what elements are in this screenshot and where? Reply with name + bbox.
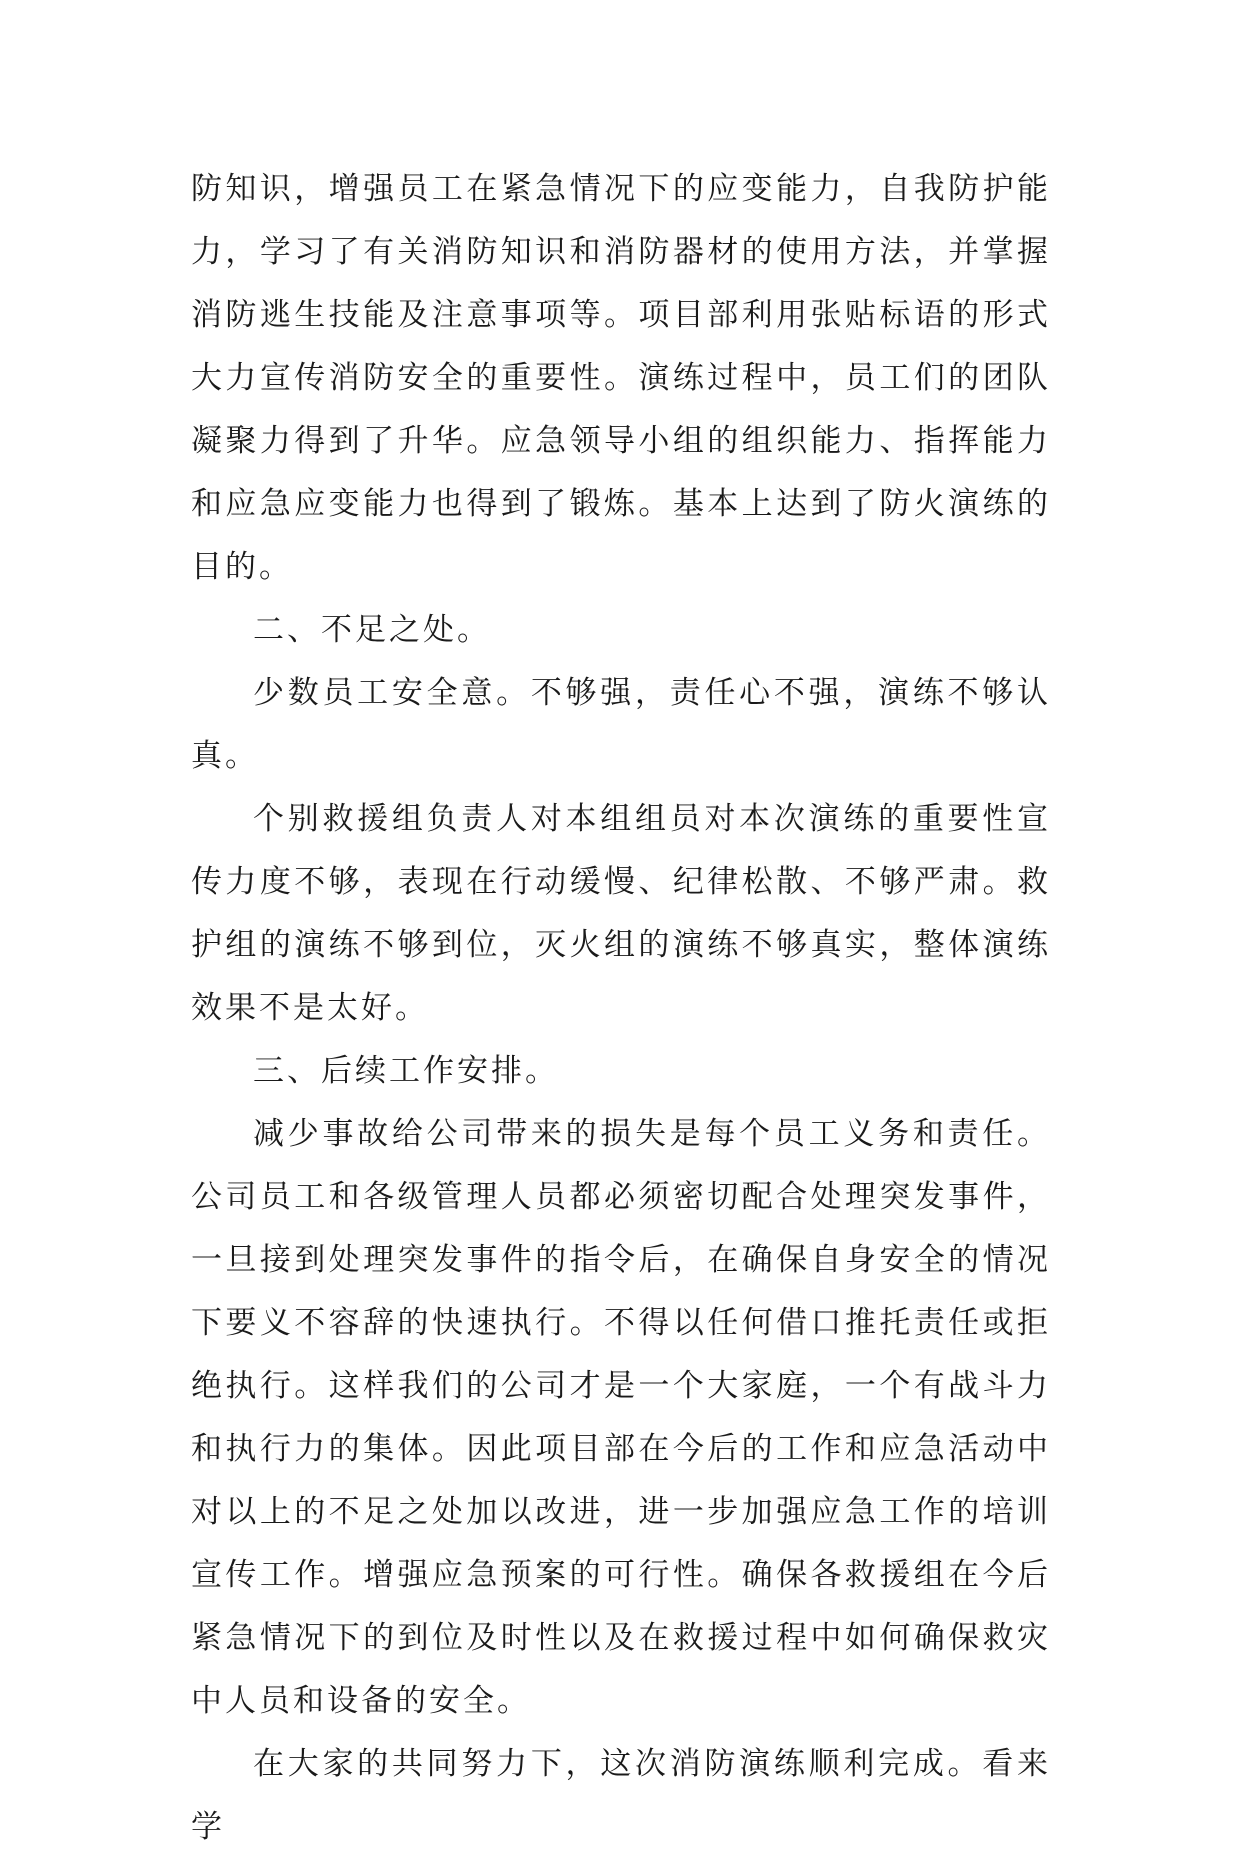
section-heading-shortcomings: 二、不足之处。 [253, 612, 491, 648]
section-heading-follow-up: 三、后续工作安排。 [253, 1053, 559, 1089]
paragraph-safety-awareness: 少数员工安全意。不够强，责任心不强，演练不够认真。 [191, 675, 1051, 774]
paragraph-rescue-group-issues: 个别救援组负责人对本组组员对本次演练的重要性宣传力度不够，表现在行动缓慢、纪律松散、不够严肃。救护组的演练不够到位，灭火组的演练不够真实，整体演练效果不是太好。 [191, 801, 1051, 1026]
paragraph-follow-up-work: 减少事故给公司带来的损失是每个员工义务和责任。公司员工和各级管理人员都必须密切配合处理突发事件，一旦接到处理突发事件的指令后，在确保自身安全的情况下要义不容辞的快速执行。不得以任何借口推托责任或拒绝执行。这样我们的公司才是一个大家庭，一个有战斗力和执行力的集体。因此项目部在今后的工作和应急活动中对以上的不足之处加以改进，进一步加强应急工作的培训宣传工作。增强应急预案的可行性。确保各救援组在今后紧急情况下的到位及时性以及在救援过程中如何确保救灾中人员和设备的安全。 [191, 1116, 1051, 1719]
document-body [191, 158, 1051, 1859]
paragraph-conclusion: 在大家的共同努力下，这次消防演练顺利完成。看来学 [191, 1746, 1051, 1845]
paragraph-continuation: 防知识，增强员工在紧急情况下的应变能力，自我防护能力，学习了有关消防知识和消防器材的使用方法，并掌握消防逃生技能及注意事项等。项目部利用张贴标语的形式大力宣传消防安全的重要性。演练过程中，员工们的团队凝聚力得到了升华。应急领导小组的组织能力、指挥能力和应急应变能力也得到了锻炼。基本上达到了防火演练的目的。 [191, 171, 1051, 585]
